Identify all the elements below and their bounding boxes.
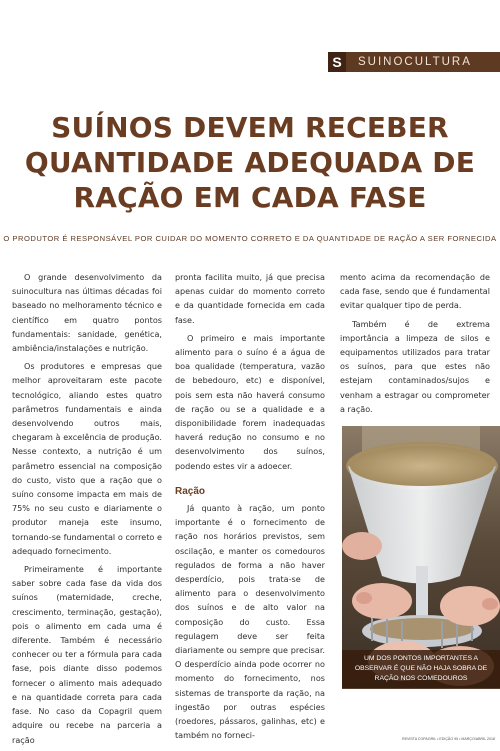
headline-line-3: RAÇÃO EM CADA FASE bbox=[73, 181, 427, 214]
section-tag bbox=[328, 52, 500, 72]
text-column-2 bbox=[175, 270, 325, 747]
paragraph: Os produtores e empresas que melhor aproveitaram este pacote tecnológico, aliando estes quatro parâmetros fundamentais e ainda desenvolvendo outros mais, chegaram à excelência de produção. Nesse contexto, a nutrição é um parâmetro essencial na composição do custo, visto que a ração que o suíno consome impacta em mais de 75% no seu custo e diariamente o produtor maneja este insumo, tornando-se fundamental o correto e adequado fornecimento. bbox=[12, 361, 162, 556]
subheading-racao: Ração bbox=[175, 485, 206, 497]
paragraph: O primeiro e mais importante alimento para o suíno é a água de boa qualidade (temperatura, vazão de bebedouro, etc) e disponível, pois sem esta não haverá consumo de ração ou se a qualidade e a disponibilidade forem inadequadas haverá redução no consumo e no desenvolvimento dos suínos, podendo estes vir a adoecer. bbox=[175, 332, 325, 471]
paragraph: mento acima da recomendação de cada fase, sendo que é fundamental evitar qualquer tipo de perda. bbox=[340, 272, 490, 311]
article-deck: O PRODUTOR É RESPONSÁVEL POR CUIDAR DO MOMENTO CORRETO E DA QUANTIDADE DE RAÇÃO A SER FORNECIDA bbox=[3, 234, 497, 243]
paragraph: Já quanto à ração, um ponto importante é o fornecimento de ração nos horários previstos, sem oscilação, e manter os comedouros regulados de forma a não haver desperdício, pois trata-se de alimento para o desenvolvimento dos suínos e de alto valor na composição do custo. Essa regulagem deve ser feita diariamente ou sempre que precisar. O desperdício ainda pode ocorrer no momento do fornecimento, nos sistemas de transporte da ração, na ingestão por outras espécies (roedores, pássaros, galinhas, etc) e também no forneci- bbox=[175, 503, 325, 741]
headline-line-1: SUÍNOS DEVEM RECEBER bbox=[51, 111, 449, 144]
section-letter: S bbox=[328, 52, 346, 72]
page-footer: REVISTA COPAGRIL • EDIÇÃO 95 • MARÇO/ABRIL 2018 bbox=[402, 737, 495, 741]
headline-line-2: QUANTIDADE ADEQUADA DE bbox=[24, 146, 476, 179]
pig-feeder-photo bbox=[342, 426, 500, 688]
paragraph: Primeiramente é importante saber sobre cada fase da vida dos suínos (maternidade, creche, crescimento, terminação, gestação), pois o alimento em cada uma é diferente. Também é necessário conhecer ou ter a fórmula para cada fase, pois diante disso podemos fornecer o alimento mais adequado e na quantidade correta para cada fase. No caso da Copagril quem adquire ou recebe na parceria a ração bbox=[12, 564, 162, 745]
paragraph: pronta facilita muito, já que precisa apenas cuidar do momento correto e da quantidade fornecida em cada fase. bbox=[175, 272, 325, 325]
text-column-3 bbox=[340, 270, 490, 420]
photo-caption: UM DOS PONTOS IMPORTANTES A OBSERVAR É QUE NÃO HAJA SOBRA DE RAÇÃO NOS COMEDOUROS bbox=[342, 650, 500, 689]
section-name: SUINOCULTURA bbox=[358, 56, 472, 68]
article-headline bbox=[0, 110, 500, 215]
paragraph: Também é de extrema importância a limpeza de silos e equipamentos utilizados para tratar os suínos, para que estes não estejam contaminados/sujos e venham a estragar ou comprometer a ração. bbox=[340, 318, 490, 414]
text-column-1 bbox=[12, 270, 162, 751]
paragraph: O grande desenvolvimento da suinocultura nas últimas décadas foi baseado no melhoramento técnico e científico em quatro pontos fundamentais: sanidade, genética, ambiência/instalações e nutrição. bbox=[12, 272, 162, 354]
